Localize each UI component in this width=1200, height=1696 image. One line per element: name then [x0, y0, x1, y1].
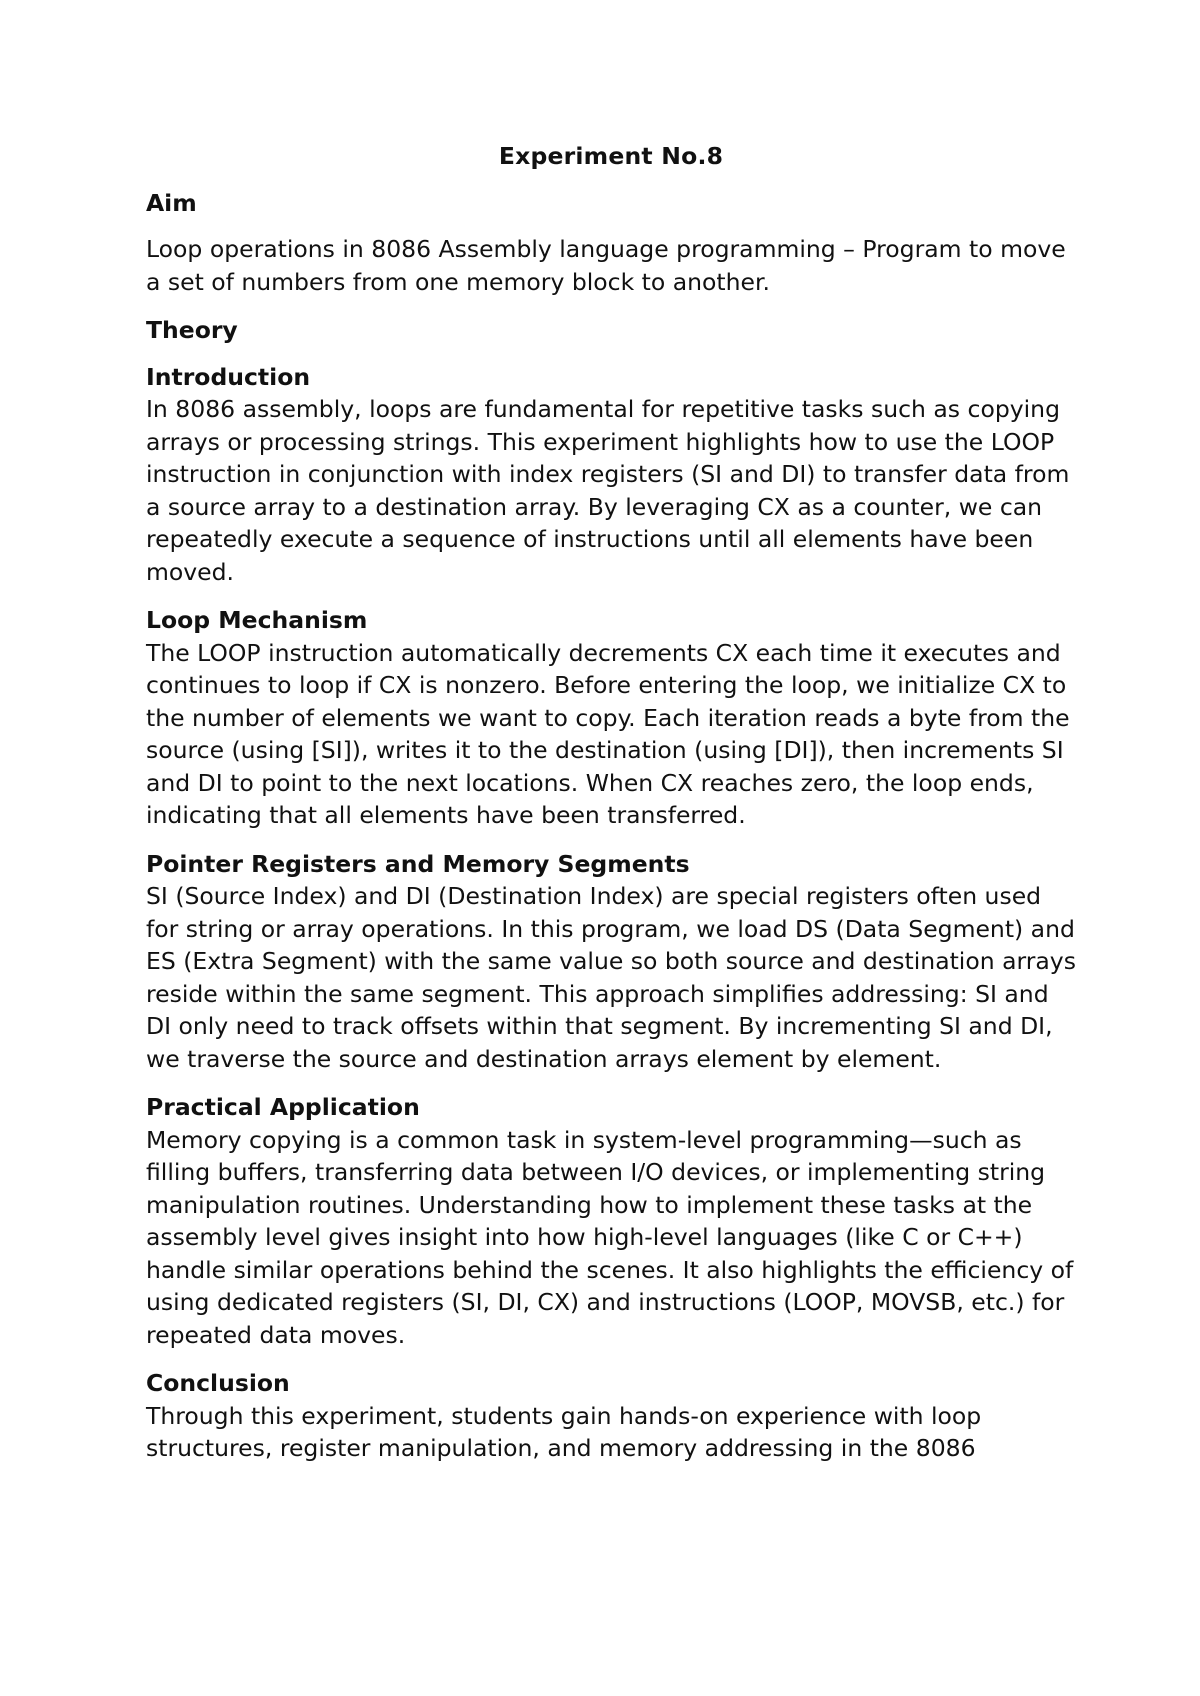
section-introduction [146, 361, 1076, 589]
section-heading: Conclusion [146, 1369, 290, 1397]
section-conclusion [146, 1367, 1076, 1465]
aim-text: Loop operations in 8086 Assembly language programming – Program to move a set of numbers from one memory block to another. [146, 235, 1066, 296]
document-body [146, 140, 1076, 1481]
section-pointer-registers [146, 848, 1076, 1076]
section-loop-mechanism [146, 604, 1076, 832]
section-heading: Loop Mechanism [146, 606, 368, 634]
section-text: SI (Source Index) and DI (Destination Index) are special registers often used for string or array operations. In this program, we load DS (Data Segment) and ES (Extra Segment) with the same value so both source and destination arrays reside within the same segment. This approach simplifies addressing: SI and DI only need to track offsets within that segment. By incrementing SI and DI, we traverse the source and destination arrays element by element. [146, 882, 1076, 1073]
section-heading: Practical Application [146, 1093, 420, 1121]
section-text: In 8086 assembly, loops are fundamental for repetitive tasks such as copying arrays or processing strings. This experiment highlights how to use the LOOP instruction in conjunction with index registers (SI and DI) to transfer data from a source array to a destination array. By leveraging CX as a counter, we can repeatedly execute a sequence of instructions until all elements have been moved. [146, 395, 1070, 586]
theory-heading: Theory [146, 316, 238, 344]
aim-heading: Aim [146, 188, 197, 217]
section-text: The LOOP instruction automatically decrements CX each time it executes and continues to loop if CX is nonzero. Before entering the loop, we initialize CX to the number of elements we want to copy. Each iteration reads a byte from the source (using [SI]), writes it to the destination (using [DI]), then increments SI and DI to point to the next locations. When CX reaches zero, the loop ends, indicating that all elements have been transferred. [146, 638, 1070, 829]
section-heading: Introduction [146, 362, 311, 391]
section-practical-application [146, 1091, 1076, 1351]
page-title: Experiment No.8 [498, 142, 724, 170]
section-text: Through this experiment, students gain hands-on experience with loop structures, register manipulation, and memory addressing in the 8086 [146, 1401, 982, 1462]
section-heading: Pointer Registers and Memory Segments [146, 849, 690, 878]
section-text: Memory copying is a common task in system-level programming—such as filling buffers, transferring data between I/O devices, or implementing string manipulation routines. Understanding how to implement these tasks at the assembly level gives insight into how high-level languages (like C or C++) handle similar operations behind the scenes. It also highlights the efficiency of using dedicated registers (SI, DI, CX) and instructions (LOOP, MOVSB, etc.) for repeated data moves. [146, 1125, 1074, 1349]
